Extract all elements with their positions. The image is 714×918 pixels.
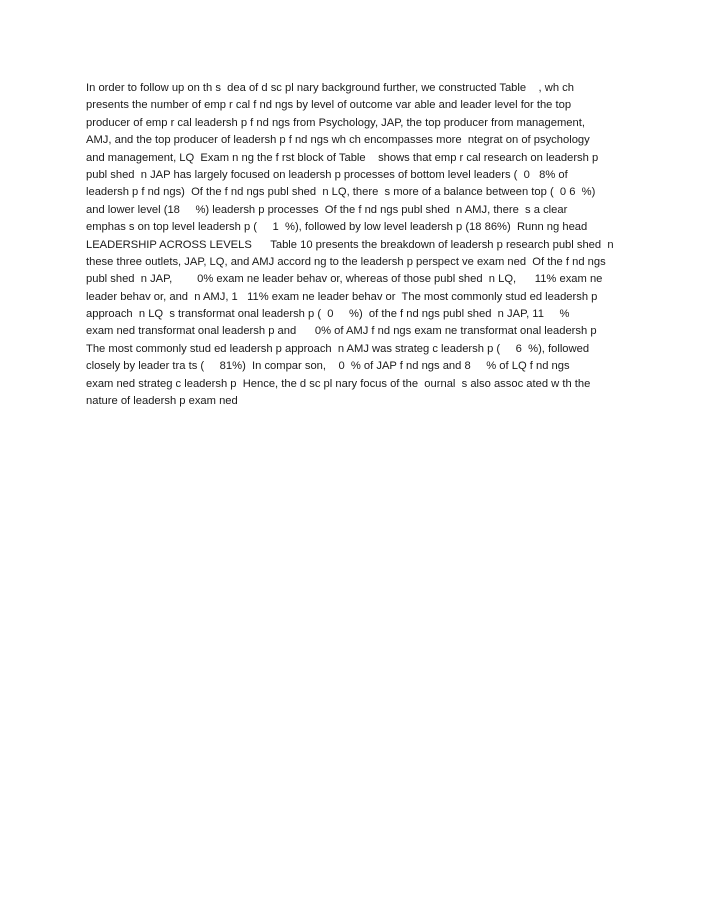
paragraph-line: exam ned transformat onal leadersh p and 0% of AMJ f nd ngs exam ne transformat onal leadersh p <box>86 325 597 338</box>
paragraph-line: producer of emp r cal leadersh p f nd ngs from Psychology, JAP, the top producer from management, <box>86 116 585 129</box>
paragraph-line: approach n LQ s transformat onal leadersh p ( 0 %) of the f nd ngs publ shed n JAP, 11 % <box>86 308 570 321</box>
paragraph-line: publ shed n JAP has largely focused on leadersh p processes of bottom level leaders ( 0 8% of <box>86 168 568 181</box>
paragraph-line: exam ned strateg c leadersh p Hence, the d sc pl nary focus of the ournal s also assoc ated w th the <box>86 377 591 390</box>
paragraph-line: In order to follow up on th s dea of d sc pl nary background further, we constructed Table , wh ch <box>86 82 574 94</box>
paragraph-line: presents the number of emp r cal f nd ngs by level of outcome var able and leader level for the top <box>86 99 572 112</box>
paragraph-line: closely by leader tra ts ( 81%) In compar son, 0 % of JAP f nd ngs and 8 % of LQ f nd ngs <box>86 360 570 373</box>
paragraph-line: these three outlets, JAP, LQ, and AMJ accord ng to the leadersh p perspect ve exam ned Of the f nd ngs <box>86 255 606 268</box>
paragraph-line: The most commonly stud ed leadersh p approach n AMJ was strateg c leadersh p ( 6 %), followed <box>86 342 590 355</box>
paragraph-line: and management, LQ Exam n ng the f rst block of Table shows that emp r cal research on leadersh p <box>86 151 599 164</box>
body-paragraph <box>86 80 642 410</box>
paragraph-line: AMJ, and the top producer of leadersh p f nd ngs wh ch encompasses more ntegrat on of psychology <box>86 134 590 147</box>
paragraph-line: publ shed n JAP, 0% exam ne leader behav or, whereas of those publ shed n LQ, 11% exam ne <box>86 273 603 286</box>
paragraph-line: emphas s on top level leadersh p ( 1 %), followed by low level leadersh p (18 86%) Runn ng head <box>86 221 588 234</box>
paragraph-line: and lower level (18 %) leadersh p processes Of the f nd ngs publ shed n AMJ, there s a clear <box>86 203 568 216</box>
paragraph-line: leader behav or, and n AMJ, 1 11% exam ne leader behav or The most commonly stud ed leadersh p <box>86 290 598 303</box>
paragraph-line: LEADERSHIP ACROSS LEVELS Table 10 presents the breakdown of leadersh p research publ shed n <box>86 238 614 251</box>
paragraph-line: nature of leadersh p exam ned <box>86 395 238 408</box>
paragraph-line: leadersh p f nd ngs) Of the f nd ngs publ shed n LQ, there s more of a balance between top ( 0 6 %) <box>86 186 596 199</box>
